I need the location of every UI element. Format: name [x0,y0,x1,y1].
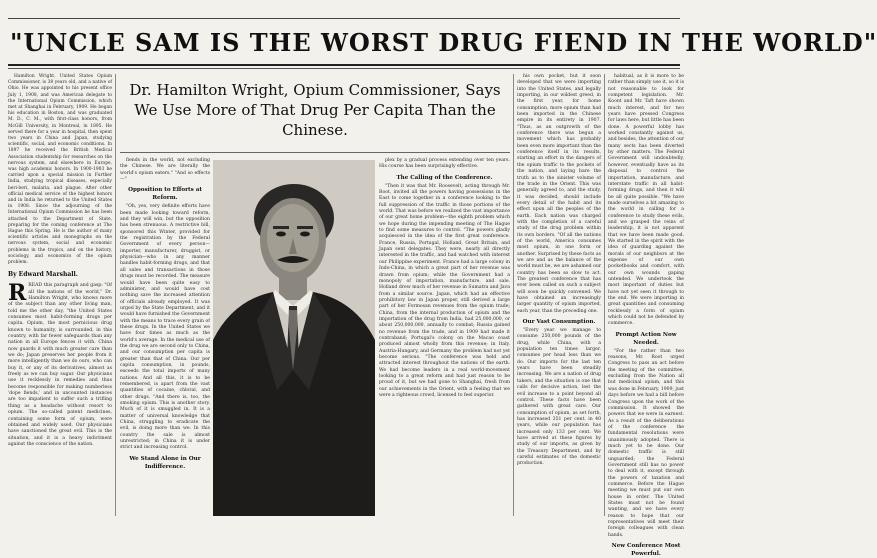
drop-cap: R [8,280,27,307]
byline: By Edward Marshall. [8,271,78,279]
column-4-text-b: "Then it was that Mr. Roosevelt, acting through Mr. Root, invited all the powers having possessions in the East to come together in a conference looking to the full suppression of the traffic in those portions of the world. That was before we realized the vast importance of our great home problem—the eighth problem which we hope during the impending meeting of The Hague to find some measures to control. "The powers gladly acquiesced in the idea of the first great conference. France, Russia, Portugal, Holland, Great Britain, and Japan sent delegates. They were, nearly all directly interested in the traffic, and had watched with interest our Philippine experiment. France had a large colony in Indo-China, in which a great part of her revenue was drawn from opium; while the Government had a monopoly of importation, manufacture, and sale. Holland drew much of her revenue in Sumatra and Java from a similar source. Japan, which had an effective prohibitory law in Japan proper, still derived a large part of her Formosan revenues from the opium trade; China, from the internal production of opium and the importation of the drug from India, had 25,000,000, or about 250,000,000, annually to combat; Russia gained no revenue from the trade, and in 1909 had made it contraband; Portugal's colony on the Macao coast produced almost wholly from this revenue; in Italy, Austria-Hungary, and Germany the problem had not yet become serious. "The conference was held and attracted interest throughout the nations of the earth. We had become leaders in a real world-movement looking to a great reform and had just reason to be proud of it, but we had gone to Shanghai, fresh from our achievements in the Orient, with a feeling that we were a righteous crowd, licensed to feel superior. [379,183,510,399]
bio-paragraph: Hamilton Wright, United States Opium Commissioner, is 38 years old, and a native of Ohio. He was appointed to his present office July 1, 1908, and was American delegate to the International Opium Commission, which met at Shanghai in February, 1909. He began his education in Boston, and was graduated M. D., C. M., with first-class honors, from McGill University, in Montreal, in 1895. He served there for a year in hospital, then spent two years in China and Japan, studying scientific, social, and economic conditions. In 1897 he received the British Medical Association studentship for researches on the nervous system, and elsewhere in Europe, was high academic honors. In 1900-1903 he carried upon a special mission in Further India, studying tropical diseases, especially beri-beri, malaria, and plague. After other official medical service of the highest honors and in India he returned to the United States in 1908. Since the adjourning of the International Opium Commission he has been attached to the Department of State, preparing for the coming conference at The Hague this Spring. He is the author of many scientific articles and monographs on the nervous system, social and economic problems in the tropics, and on the history, sociology, and economics of the opium problem. [8,74,112,266]
section-heading: We Stand Alone in Our Indifference. [129,455,201,470]
headline-rule [8,64,680,66]
column-5-text-b: "Every year we manage to consume 250,000 pounds of the drug, while China, with a population ten times larger, consumes per head less than we do. Our imports for the last ten years have been steadily increasing. We are a nation of drug takers, and the situation is one that calls for decisive action, lest the evil increase to a point beyond all control. These facts have been gathered with great care. Our consumption of opium, as set forth, has increased 351 per cent. in 40 years, while our population has increased only 133 per cent. We have arrived at these figures by study of our imports, as given by the Treasury Department, and by careful estimates of the domestic production. [517,328,601,467]
column-6-text-b: "For the rather than two reasons, Mr. Root urged Congress to pass an act before the meeting of the committee, excluding from the Nation all but medicinal opium, and this was done in February, 1909, just days before we had a bill before Congress upon the work of the commission. It showed the powers that we were in earnest. As a result of the deliberations of the conference the fundamental resolutions were unanimously adopted. There is much yet to be done. Our domestic traffic is still unguarded; the Federal Government still has no power to deal with it, except through the powers of taxation and commerce. Before the Hague meeting we must put our own house in order. The United States must not be found wanting, and we have every reason to hope that our representatives will meet their foreign colleagues with clean hands. [608,348,685,538]
column-rule [513,74,514,516]
column-1 [8,74,112,516]
column-5 [517,74,601,516]
column-4 [379,158,510,516]
section-heading: The Calling of the Conference. [396,174,493,181]
column-6-text: habitual, as it is more to be rather than simply use it, so it is not reasonable to look for competent legislation. Mr. Koont and Mr. Taft have shown much interest, and for two years have pressed Congress for laws here, but little has been done. A powerful lobby has worked constantly against us, and besides, the attention of our many sects has been diverted by other matters. The Federal Government will undoubtedly, however, eventually have as its disposal to control the importation, manufacture, and interstate traffic in all habit-forming drugs, and then it will be all quite possible. "We have made ourselves a bit amazing to the world in calling for a conference to study these evils, and we grasped the reins of leadership, it is not apparent that we have been made good. We started in the spirit with the idea of guarding against the morals of our neighbors at the expense of our own pocketbooks and comfort, with our own wounds gaping untended. We undertook the most important of duties but have not yet seen it through to the end. We were importing in great quantities and consuming recklessly a form of opium which could not be defended by commerce. [608,74,684,327]
portrait-illustration [213,160,375,516]
column-5-text: his own pocket, but it soon developed that we were importing into the United States, and legally importing, in our wildest greed, in the first year, for home consumption, more opium than had been imported in the Chinese empire in its entirety in 1907. "Thus, as an outgrowth of the conference there was begun a movement which has probably been even more important than the conference itself in its results, starting an effort in the dangers of the opium traffic to the pockets of the nation, and laying bare the truth as to the sinister volume of the trade in the Orient. This was generally agreed to, and the study, it was decided, should include every detail of the habit and its effect upon all the peoples of the earth. Each nation was charged with the completion of a careful study of the drug problem within its own borders. "Of all the nations of the world, America consumes most opium, in one form or another. Surprised by these facts as we are and as the balance of the world must be, we are ashamed our country has been so slow to act. The greatest conference that has ever been called on such a subject will soon be quickly convened. We have obtained an increasingly larger quantity of opium imported, each year, than the preceding one. [517,74,601,314]
subheadline-rule [120,152,510,153]
section-heading: New Conference Most Powerful. [611,543,681,558]
column-rule [604,74,605,516]
column-6 [608,74,685,558]
subheadline: Dr. Hamilton Wright, Opium Commissioner, Says We Use More of That Drug Per Capita Than the Chinese. [129,81,501,139]
headline: "UNCLE SAM IS THE WORST DRUG FIEND IN THE WORLD" [10,28,877,57]
top-rule [8,18,680,19]
portrait-photo [213,160,375,516]
column-2-text: fiends in the world, not excluding the Chinese. We are literally the world's opium eaters." "And so effects—" [120,158,210,183]
article-lead: READ this paragraph and gasp: "Of all the nations of the world," Dr. Hamilton Wright, who knows more of the subject than any other living man, told me the other day, "the United States consumes most habit-forming drugs per capita. Opium, the most pernicious drug known to humanity, is surrounded, in this country, with far fewer safeguards than any nation in all Europe fences it with. China now guards it with much greater care than we do; Japan preserves her people from it more intelligently than we do ours, who can buy it, or any of its derivatives, almost as freely as we can buy sugar. Our physicians use it recklessly in remedies and thus become responsible for making numberless 'dope fiends,' and in uncounted instances are too impatient to suffer such a trifling thing as a headache without resort to opium. The so-called patent medicines, containing some form of opium, were obtained and widely used. Our physicians have sanctioned the great evil. This is the situation, and it is a heavy indictment against the conscience of the nation. [8,283,112,447]
column-rule [115,74,116,516]
column-2-text-b: "Oh, yes, very definite efforts have been made looking toward reform, and they will win, but the opposition has been strenuous. A restrictive bill, sponsored this Winter, provided for the registration by the Federal Government of every person—importer, manufacturer, druggist, or physician—who in any manner handles habit-forming drugs, and that all sales and transactions in those drugs must be recorded. The measure would have been quite easy to administer, and would have cost nothing save the increased attention of officials already employed. It was urged by the State Department, and it would have furnished the Government with the means to trace every grain of these drugs. In the United States we have four times as much as the world's average. In the medical use of the drug we are second only to China, and our consumption per capita is greater than that of China. Our per capita consumption, in pounds, exceeds the total imports of many nations. And all this, it is to be remembered, is apart from the vast quantities of cocaine, chloral, and other drugs. "And there is, too, the smoking opium. This is another story. Much of it is smuggled in. It is a matter of universal knowledge that China, struggling to eradicate the evil, is doing more than we. In this country the sale is almost unrestricted; in China it is under strict and increasing control. [120,204,210,451]
headline-rule-thin [8,68,680,69]
column-2 [120,158,210,516]
section-heading: Our Vast Consumption. [522,319,596,326]
section-heading: Opposition to Efforts at Reform. [128,187,202,202]
section-heading: Prompt Action Now Needed. [615,331,677,346]
column-4-text: plex by a gradual process extending over ten years. His course has been surprisingly effective. [379,158,510,170]
